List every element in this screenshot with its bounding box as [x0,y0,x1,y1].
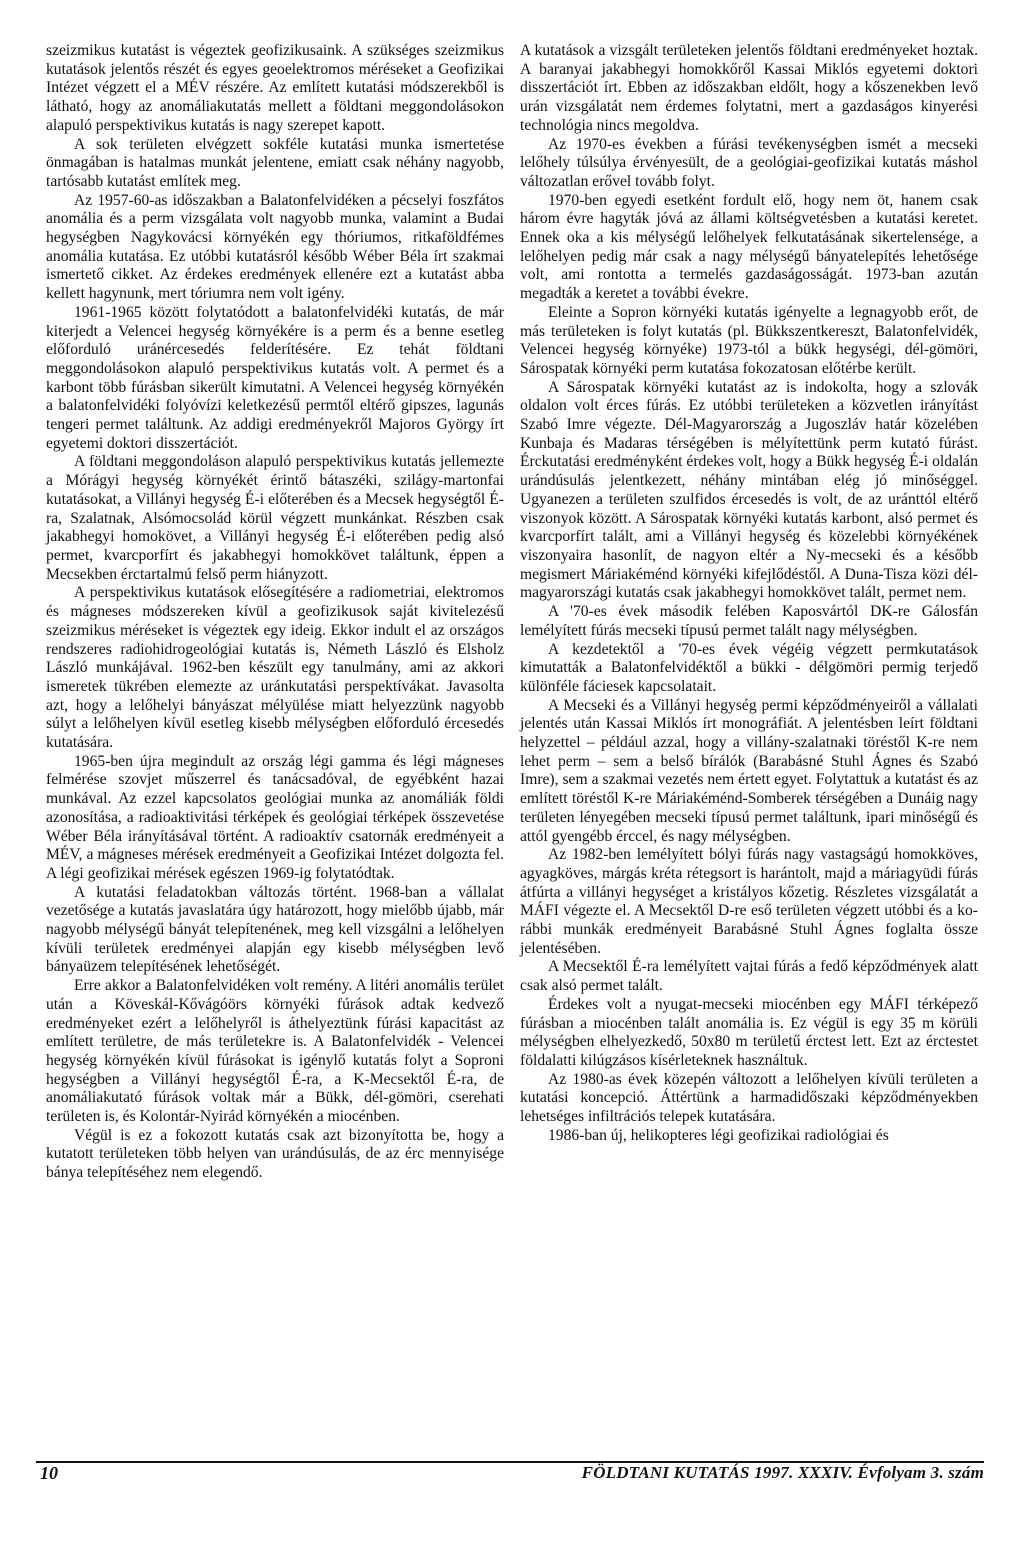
paragraph: A kezdetektől a '70-es évek végéig végzett permkutatások kimutatták a Balatonfelvidéktől a bükki - délgömöri permig terjedő különféle fáciesek kapcsolatait. [520,640,978,695]
paragraph: Érdekes volt a nyugat-mecseki miocénben egy MÁFI térképező fúrásban a miocénben talált anomália is. Ez végül is egy 35 m körüli mélységben elhelyezkedő, 50x80 m területű érctest lett. Ezt az érctestet földalatti kilúgzásos kísérleteknek használtuk. [520,995,978,1069]
paragraph: 1970-ben egyedi esetként fordult elő, hogy nem öt, hanem csak három évre hagyták jóvá az állami költségvetésben a kutatási keretet. Ennek oka a kis mélységű lelőhelyek felkutatásának sikertelensége, a lelőhelyen pedig már csak a nagy mélységű bányatelepítés lehetősége volt, ami rontotta a termelés gazdaságosságát. 1973-ban azután megadták a keretet a további évekre. [520,191,978,303]
paragraph: A Mecseki és a Villányi hegység permi képződményeiről a vállalati jelentés után Kassai Miklós írt monográfiát. A jelentésben leírt földtani helyzettel – például azzal, hogy a villány-szalatnaki töréstől K-re nem lehet perm – sem a belső bírálók (Barabásné Stuhl Ágnes és Szabó Imre), sem a szakmai vezetés nem értett egyet. Folytattuk a kutatást és az említett töréstől K-re Máriakéménd-Somberek térségében a Dunáig nagy területen lényegében mecseki típusú permet találtunk, ipari minőségű és attól gyengébb érccel, és nagy mélységben. [520,696,978,845]
paragraph: A '70-es évek második felében Kaposvártól DK-re Gálosfán lemélyített fúrás mecseki típusú permet talált nagy mélységben. [520,603,978,639]
paragraph: Az 1980-as évek közepén változott a lelőhelyen kívüli területen a kutatási koncepció. Áttértünk a harmadidőszaki képződményekben lehetséges infiltrációs telepek kutatására. [520,1070,978,1126]
paragraph: A földtani meggondoláson alapuló perspektivikus kutatás jellemezte a Mórágyi hegység környékét érintő bátaszéki, szilágy-martonfai kutatásokat, a Villányi hegység É-i előterében és a Mecsek hegységtől É-ra, Szalatnak, Alsómocsolád körül végzett munkánkat. Részben csak jakabhegyi homokövet, a Villányi hegység É-i előterében pedig alsó permet, kvarcporfírt és jakabhegyi homokkövet találtunk, éppen a Mecsekben érctartalmú felső perm hiányzott. [46,453,504,583]
paragraph: Eleinte a Sopron környéki kutatás igényelte a legnagyobb erőt, de más területeken is folyt kutatás (pl. Bükkszentkereszt, Balatonfelvidék, Velencei hegység környéke) 1973-tól a bükk hegységi, dél-gömöri, Sárospatak környéki perm kutatása fokozatosan előtérbe került. [520,303,978,377]
paragraph: Az 1970-es években a fúrási tevékenységben ismét a mecseki lelőhely túlsúlya érvényesült, de a geológiai-geofizikai kutatás máshol változatlan erővel tovább folyt. [520,135,978,190]
paragraph: Az 1957-60-as időszakban a Balatonfelvidéken a pécselyi foszfátos anomália és a perm vizsgálata volt nagyobb munka, valamint a Budai hegységben Nagykovácsi környékén egy thóriumos, ritkaföldfémes anomália kutatása. Ez utóbbi kutatásról később Wéber Béla írt szakmai ismertető cikket. Az érdekes eredmények ellenére ezt a kutatást abba kellett hagynunk, mert tóriumra nem volt igény. [46,191,504,303]
paragraph: A kutatások a vizsgált területeken jelentős földtani eredményeket hoztak. A baranyai jakabhegyi homokkőről Kassai Miklós egyetemi doktori disszertációt írt. Ebben az időszakban eldőlt, hogy a kőszenekben levő urán vizsgálatát nem érdemes folytatni, mert a gazdaságos kinyerési technológia nincs megoldva. [520,42,978,134]
paragraph: 1961-1965 között folytatódott a balatonfelvidéki kutatás, de már kiterjedt a Velencei hegység környékére is a perm és a benne esetleg előforduló uránércesedés felderítésére. Ez tehát földtani meggondolásokon alapuló perspektivikus kutatás volt. A permet és a karbont több fúrásban sikerült kimutatni. A Velencei hegység környékén a balatonfelvidéki folyóvízi keletkezésű permtől eltérő gipszes, lagunás tengeri permet találtunk. Az addigi eredményekről Majoros György írt egyetemi doktori disszertációt. [46,303,504,452]
paragraph: A sok területen elvégzett sokféle kutatási munka ismertetése önmagában is hatalmas munkát jelentene, emiatt csak néhány nagyobb, tartósabb kutatást említek meg. [46,135,504,190]
left-column [46,42,504,1183]
paragraph: A Sárospatak környéki kutatást az is indokolta, hogy a szlovák oldalon volt érces fúrás. Ez utóbbi területeken a közvetlen irányítást Szabó Imre végezte. Dél-Magyarország a Jugoszláv határ közelében Kunbaja és Madaras térségében is mélyítettünk perm kutató fúrást. Érckutatási eredményként érdekes volt, hogy a Bükk hegység É-i oldalán urándúsulás jelentkezett, néhány mintában elég jó minőséggel. Ugyanezen a területen szulfidos ércesedés is volt, de az uránttól eltérő viszonyok között. A Sárospatak környéki kutatás karbont, alsó permet és kvarcporfírt talált, ami a Villányi hegység és közelebbi környékének viszonyaira hasonlít, de nagyon eltér a Ny-mecseki és a később megismert Máriakéménd környéki kifejlődéstől. A Duna-Tisza közi dél-magyarországi kutatás csak jakabhegyi homokkövet talált, permet nem. [520,378,978,602]
paragraph: szeizmikus kutatást is végeztek geofizikusaink. A szükséges szeizmikus kutatások jelentős részét és egyes geoelektromos méréseket a Geofizikai Intézet végzett el a MÉV részére. Az említett kutatási módszerekből is látható, hogy az anomáliakutatás mellett a földtani meggondolásokon alapuló perspektivikus kutatás is nagy szerepet kapott. [46,42,504,134]
paragraph: Végül is ez a fokozott kutatás csak azt bizonyította be, hogy a kutatott területeken több helyen van urándúsulás, de az érc mennyisége bánya telepítéséhez nem elegendő. [46,1126,504,1182]
paragraph: 1986-ban új, helikopteres légi geofizikai radiológiai és [548,1126,889,1144]
right-column [520,42,978,1145]
paragraph: Erre akkor a Balatonfelvidéken volt remény. A litéri anomális terület után a Köveskál-Kővágóörs környéki fúrások adtak kedvező eredményeket ezért a lelőhelyről is áthelyeztünk fúrási kapacitást az említett területre, de más területekre is. A Balatonfelvidék - Velencei hegység környékén kívül fúrásokat is igénylő kutatás folyt a Soproni hegységben a Villányi hegységtől É-ra, a K-Mecsektől É-ra, de anomáliakutató fúrások voltak már a Bükk, dél-gömöri, cserehati területen is, és Kolontár-Nyirád környékén a miocénben. [46,977,504,1126]
paragraph: Az 1982-ben lemélyített bólyi fúrás nagy vastagságú homokköves, agyagköves, márgás kréta rétegsort is harántolt, majd a máriagyüdi fúrás átfúrta a villányi hegységet a kristályos kőzetig. Részletes vizsgálatát a MÁFI végezte el. A Mecsektől D-re eső területen végzett utóbbi és a ko-rábbi munkák eredményeit Barabásné Stuhl Ágnes foglalta össze jelentésében. [520,846,978,957]
paragraph: A perspektivikus kutatások elősegítésére a radiometriai, elektromos és mágneses módszereken kívül a geofizikusok saját kivitelezésű szeizmikus méréseket is végeztek egy ideig. Ekkor indult el az országos rendszeres radiohidrogeológiai kutatás is, Németh László és Elsholz László munkájával. 1962-ben készült egy tanulmány, ami az akkori ismeretek tükrében elemezte az uránkutatási perspektívákat. Javasolta azt, hogy a lelőhelyi bányászat mélyülése miatt helyezzünk nagyobb súlyt a lelőhelyen kívül esetleg kisebb mélységben előforduló ércesedés kutatására. [46,584,504,752]
paragraph: 1965-ben újra megindult az ország légi gamma és légi mágneses felmérése szovjet műszerrel és tanácsadóval, de egyébként hazai munkával. Az ezzel kapcsolatos geológiai munka az anomáliák földi azonosítása, a radioaktivitási térképek és geológiai térképek összevetése Wéber Béla irányításával történt. A radioaktív csatornák eredményeit a MÉV, a mágneses mérések eredményeit a Geofizikai Intézet dolgozta fel. A légi geofizikai mérések egészen 1969-ig folytatódtak. [46,752,504,882]
journal-title: FÖLDTANI KUTATÁS 1997. XXXIV. Évfolyam 3. szám [581,1463,984,1482]
page-number: 10 [40,1463,58,1483]
paragraph: A Mecsektől É-ra lemélyített vajtai fúrás a fedő képződmények alatt csak alsó permet talált. [520,958,978,995]
paragraph: A kutatási feladatokban változás történt. 1968-ban a vállalat vezetősége a kutatás javaslatára úgy határozott, hogy mielőbb újabb, már nagyobb mélységű bányát telepítenének, meg kell vizsgálni a lelőhelyen kívüli területek eredményei alapján egy kisebb mélységben levő bányaüzem telepítésének lehetőségét. [46,883,504,976]
